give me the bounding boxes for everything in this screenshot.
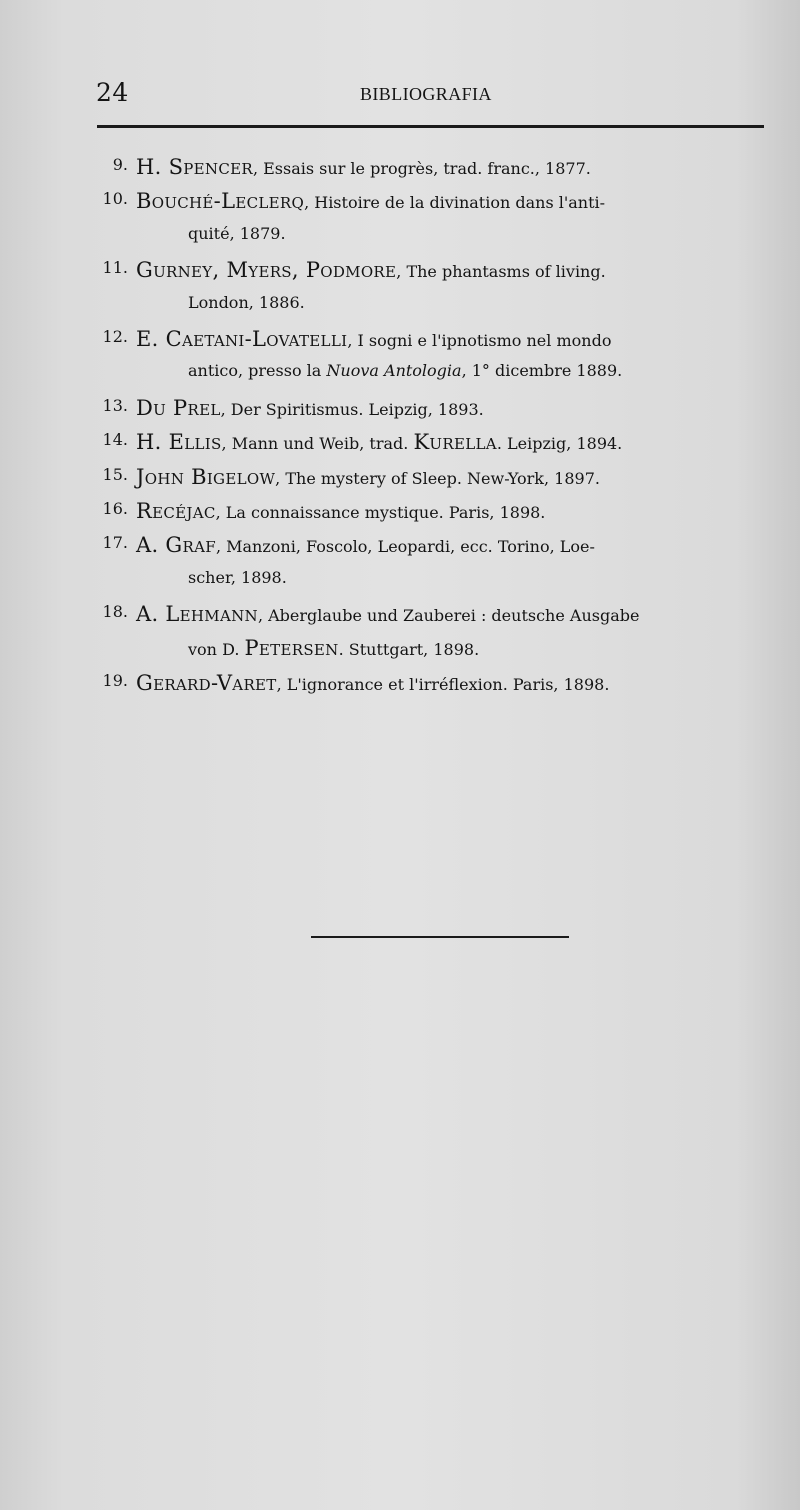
entry-author: Recéjac: [136, 498, 216, 523]
entry-continuation: [100, 293, 772, 327]
entry-continuation: [100, 224, 772, 258]
entry-number: 17.: [102, 533, 128, 553]
entry-number: 16.: [102, 498, 128, 518]
entry-author: John Bigelow: [136, 464, 276, 489]
bibliography-entry: [100, 327, 772, 361]
entry-author: Petersen: [244, 636, 339, 661]
entry-text: von D.: [188, 640, 245, 660]
entry-number: 10.: [102, 189, 128, 209]
header-rule: [97, 125, 764, 128]
bibliography-entry: [100, 465, 772, 499]
page-number: 24: [96, 78, 129, 107]
entry-number: 9.: [112, 155, 128, 174]
bibliography-entry: [100, 430, 772, 464]
entry-number: 18.: [102, 602, 128, 622]
bibliography-entry: [100, 189, 772, 223]
entry-author: Du Prel: [136, 395, 221, 420]
entry-number: 13.: [102, 395, 128, 415]
bibliography-list: [100, 155, 772, 705]
entry-author: A. Lehmann: [136, 602, 258, 627]
entry-text: , Der Spiritismus. Leipzig, 1893.: [220, 399, 484, 419]
journal-title: Nuova Antologia: [326, 361, 462, 381]
bibliography-entry: [100, 533, 772, 567]
entry-text: quité, 1879.: [188, 223, 286, 243]
entry-text: , Manzoni, Foscolo, Leopardi, ecc. Torino, Loe-: [215, 537, 595, 557]
entry-text: , La connaissance mystique. Paris, 1898.: [215, 502, 546, 522]
entry-text: , The mystery of Sleep. New-York, 1897.: [275, 468, 600, 488]
entry-author: E. Caetani-Lovatelli: [136, 326, 348, 351]
entry-number: 11.: [102, 258, 128, 278]
entry-author: A. Graf: [136, 533, 216, 558]
bibliography-entry: [100, 258, 772, 292]
entry-text: , The phantasms of living.: [396, 262, 606, 282]
end-rule: [311, 936, 569, 938]
entry-text: antico, presso la: [188, 361, 327, 381]
entry-number: 19.: [102, 670, 128, 690]
entry-number: 14.: [102, 430, 128, 450]
entry-author: Kurella: [413, 430, 497, 455]
bibliography-entry: [100, 155, 772, 189]
entry-text: , Essais sur le progrès, trad. franc., 1877.: [252, 159, 591, 178]
entry-author: H. Ellis: [136, 430, 222, 455]
entry-text: London, 1886.: [188, 292, 305, 312]
entry-author: H. Spencer: [136, 155, 253, 179]
entry-text: , Mann und Weib, trad.: [221, 434, 414, 454]
entry-text: . Stuttgart, 1898.: [338, 640, 480, 660]
bibliography-entry: [100, 602, 772, 636]
entry-continuation: [100, 636, 772, 670]
entry-text: , Histoire de la divination dans l'anti-: [304, 193, 606, 213]
entry-text: , Aberglaube und Zauberei : deutsche Ausgabe: [257, 606, 640, 626]
entry-text: . Leipzig, 1894.: [496, 434, 623, 454]
page-header: [96, 78, 764, 108]
entry-text: scher, 1898.: [188, 567, 287, 587]
bibliography-entry: [100, 396, 772, 430]
running-title: BIBLIOGRAFIA: [360, 84, 492, 104]
bibliography-entry: [100, 499, 772, 533]
entry-number: 15.: [102, 464, 128, 484]
entry-continuation: [100, 568, 772, 602]
entry-number: 12.: [102, 326, 128, 346]
entry-author: Gurney, Myers, Podmore: [136, 258, 397, 283]
entry-text: , L'ignorance et l'irréflexion. Paris, 1898.: [276, 674, 610, 694]
entry-text: , 1° dicembre 1889.: [461, 361, 623, 381]
entry-text: , I sogni e l'ipnotismo nel mondo: [347, 330, 612, 350]
entry-author: Gerard-Varet: [136, 670, 277, 695]
bibliography-entry: [100, 671, 772, 705]
entry-author: Bouché-Leclerq: [136, 189, 305, 214]
entry-continuation: [100, 361, 772, 395]
